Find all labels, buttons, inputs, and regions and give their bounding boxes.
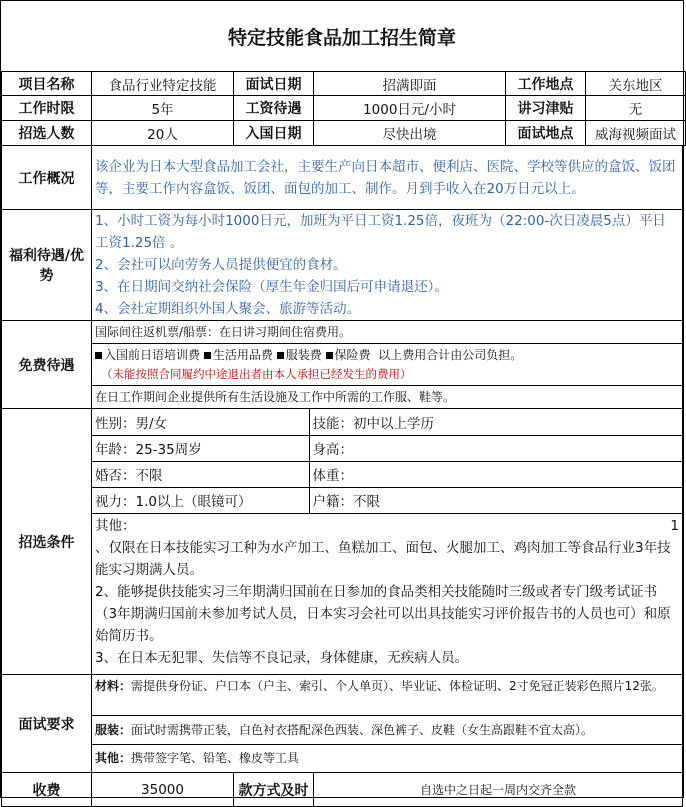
interview-label: 面试要求 (2, 675, 92, 773)
free-items (95, 346, 679, 365)
work-location-label: 工作地点 (506, 72, 586, 96)
welfare-list (92, 210, 683, 321)
interview-cell (92, 675, 683, 773)
gender-field: 性别：男/女 (92, 409, 309, 435)
info-table (1, 71, 686, 146)
materials-line (92, 676, 682, 716)
other-condition-item: 、仅限在日本技能实习工种为水产加工、鱼糕加工、面包、火腿加工、鸡肉加工等食品行业3年技能实习期满人员。 (95, 539, 671, 578)
free-item: 入国前日语培训费 (104, 348, 201, 362)
welfare-item: 4、会社定期组织外国人聚会、旅游等活动。 (95, 301, 361, 317)
free-benefits-label: 免费待遇 (2, 321, 92, 409)
other-conditions-title: 其他： (95, 517, 136, 534)
details-table (1, 145, 683, 773)
conditions-label: 招选条件 (2, 409, 92, 675)
interview-row (2, 675, 683, 773)
weight-field: 体重： (309, 461, 682, 487)
other-condition-item: 3、在日本无犯罪、失信等不良记录，身体健康，无疾病人员。 (95, 649, 469, 666)
work-period-value: 5年 (92, 96, 234, 121)
interview-location-value: 威海视频面试 (586, 121, 686, 146)
work-period-label: 工作时限 (2, 96, 92, 121)
overview-row (2, 146, 683, 210)
materials-text: 需提供身份证、户口本（户主、索引、个人单页）、毕业证、体检证明、2寸免冠正装彩色照片12张。 (131, 679, 664, 693)
welfare-item: 3、在日期间交纳社会保险（厚生年金归国后可申请退还）。 (95, 279, 448, 295)
payment-value: 自选中之日起一周内交齐全款 (314, 773, 683, 807)
allowance-value: 无 (586, 96, 686, 121)
interview-date-label: 面试日期 (234, 72, 314, 96)
materials-label: 材料： (95, 679, 132, 693)
conditions-row (2, 409, 683, 675)
free-item: 服装费 (285, 348, 322, 362)
salary-label: 工资待遇 (234, 96, 314, 121)
height-field: 身高： (309, 435, 682, 461)
clothing-line (92, 716, 682, 745)
payment-label: 款方式及时 (234, 773, 314, 807)
welfare-label: 福利待遇/优势 (2, 210, 92, 321)
bullet-square-icon (204, 352, 211, 359)
project-name-label: 项目名称 (2, 72, 92, 96)
other-condition-item: 2、能够提供技能实习三年期满归国前在日参加的食品类相关技能随时三级或者专门级考试证书（3年期满归国前未参加考试人员，日本实习会社可以出具技能实习评价报告书的人员也可）和原始简历书。 (95, 583, 671, 644)
age-field: 年龄：25-35周岁 (92, 435, 309, 461)
page-title: 特定技能食品加工招生简章 (1, 1, 683, 72)
interview-other-text: 携带签字笔、铅笔、橡皮等工具 (131, 751, 300, 765)
clothing-text: 面试时需携带正装，白色衬衣搭配深色西装、深色裤子、皮鞋（女生高跟鞋不宜太高）。 (131, 723, 594, 737)
info-row-3 (2, 121, 686, 146)
project-name-value: 食品行业特定技能 (92, 72, 234, 96)
free-line-2 (92, 344, 682, 386)
free-line-1: 国际间往返机票/船票：在日讲习期间住宿费用。 (92, 321, 682, 344)
interview-location-label: 面试地点 (506, 121, 586, 146)
free-line-3: 在日工作期间企业提供所有生活设施及工作中所需的工作服、鞋等。 (95, 390, 456, 404)
other-conditions (92, 514, 682, 670)
overview-text: 该企业为日本大型食品加工会社，主要生产向日本超市、便利店、医院、学校等供应的盒饭、饭团等，主要工作内容盒饭、饭团、面包的加工、制作。月到手收入在20万日元以上。 (92, 146, 683, 210)
entry-date-label: 入国日期 (234, 121, 314, 146)
entry-date-value: 尽快出境 (314, 121, 506, 146)
free-benefits-row (2, 321, 683, 409)
skill-field: 技能：初中以上学历 (309, 409, 682, 435)
bullet-square-icon (95, 352, 102, 359)
allowance-label: 讲习津贴 (506, 96, 586, 121)
free-items-suffix: 以上费用合计由公司负担。 (378, 348, 523, 362)
interview-other-line (92, 745, 682, 771)
info-row-2 (2, 96, 686, 121)
free-benefits-cell (92, 321, 683, 409)
interview-date-value: 招满即面 (314, 72, 506, 96)
headcount-label: 招选人数 (2, 121, 92, 146)
free-note: （未能按照合同履约中途退出者由本人承担已经发生的费用） (101, 367, 412, 381)
welfare-item: 1、小时工资为每小时1000日元，加班为平日工资1.25倍，夜班为（22:00-次日凌晨5点）平日工资1.25倍 。 (95, 213, 666, 251)
fee-row (2, 773, 683, 807)
interview-other-label: 其他： (95, 751, 132, 765)
fee-label: 收费 (2, 773, 92, 807)
fee-table (1, 772, 683, 807)
fee-value: 35000 (92, 773, 234, 807)
vision-field: 视力：1.0以上（眼镜可） (92, 487, 309, 513)
bullet-square-icon (277, 352, 284, 359)
marriage-field: 婚否：不限 (92, 461, 309, 487)
free-item: 保险费 (334, 348, 371, 362)
conditions-grid (92, 409, 682, 514)
other-conditions-mark: 1 (670, 517, 679, 534)
welfare-row (2, 210, 683, 321)
conditions-cell (92, 409, 683, 675)
work-location-value: 关东地区 (586, 72, 686, 96)
origin-field: 户籍：不限 (309, 487, 682, 513)
free-item: 生活用品费 (212, 348, 273, 362)
salary-value: 1000日元/小时 (314, 96, 506, 121)
overview-label: 工作概况 (2, 146, 92, 210)
bullet-square-icon (326, 352, 333, 359)
info-row-1 (2, 72, 686, 96)
headcount-value: 20人 (92, 121, 234, 146)
welfare-item: 2、会社可以向劳务人员提供便宜的食材。 (95, 257, 347, 273)
clothing-label: 服装： (95, 723, 132, 737)
